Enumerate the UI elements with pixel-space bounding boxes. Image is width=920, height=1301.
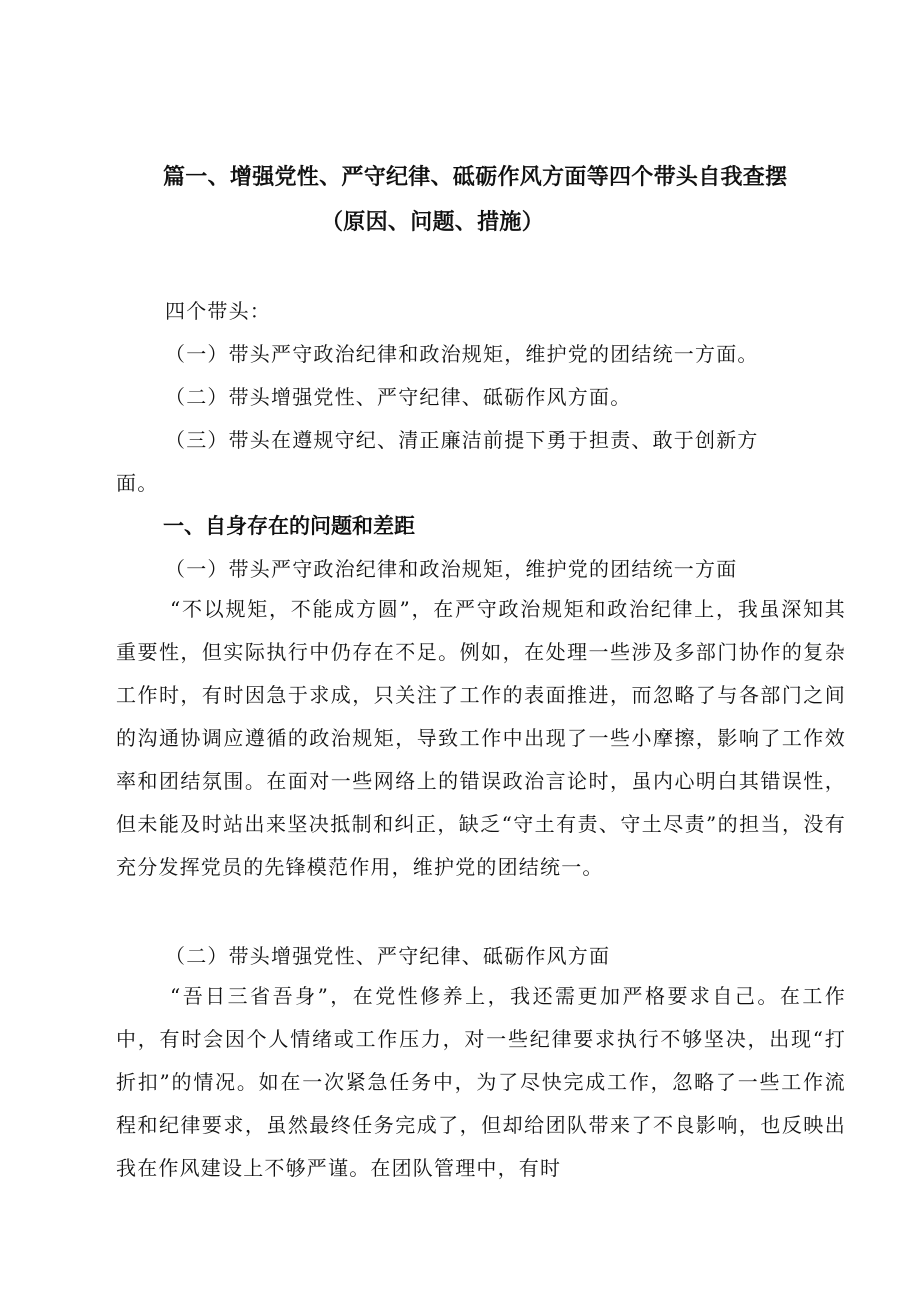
document-title-line1: 篇一、增强党性、严守纪律、砥砺作风方面等四个带头自我查摆 xyxy=(163,165,788,190)
four-leads-label: 四个带头： xyxy=(165,299,271,323)
four-leads-item-2: （二）带头增强党性、严守纪律、砥砺作风方面。 xyxy=(165,385,632,409)
subsection-heading-2: （二）带头增强党性、严守纪律、砥砺作风方面 xyxy=(165,944,611,968)
document-title-line2: （原因、问题、措施） xyxy=(321,210,545,235)
subsection-1-body: “不以规矩，不能成方圆”，在严守政治规矩和政治纪律上，我虽深知其重要性，但实际执行中仍存在不足。例如，在处理一些涉及多部门协作的复杂工作时，有时因急于求成，只关注了工作的表面推进，而忽略了与各部门之间的沟通协调应遵循的政治规矩，导致工作中出现了一些小摩擦，影响了工作效率和团结氛围。在面对一些网络上的错误政治言论时，虽内心明白其错误性，但未能及时站出来坚决抵制和纠正，缺乏“守土有责、守土尽责”的担当，没有充分发挥党员的先锋模范作用，维护党的团结统一。 xyxy=(116,597,846,879)
four-leads-item-3-cont: 面。 xyxy=(116,471,159,495)
four-leads-item-3: （三）带头在遵规守纪、清正廉洁前提下勇于担责、敢于创新方 xyxy=(165,428,759,452)
section-heading-1: 一、自身存在的问题和差距 xyxy=(163,514,415,538)
four-leads-item-1: （一）带头严守政治纪律和政治规矩，维护党的团结统一方面。 xyxy=(165,342,759,366)
subsection-heading-1: （一）带头严守政治纪律和政治规矩，维护党的团结统一方面 xyxy=(165,557,738,581)
subsection-2-body: “吾日三省吾身”，在党性修养上，我还需更加严格要求自己。在工作中，有时会因个人情绪或工作压力，对一些纪律要求执行不够坚决，出现“打折扣”的情况。如在一次紧急任务中，为了尽快完成工作，忽略了一些工作流程和纪律要求，虽然最终任务完成了，但却给团队带来了不良影响，也反映出我在作风建设上不够严谨。在团队管理中，有时 xyxy=(116,984,846,1180)
